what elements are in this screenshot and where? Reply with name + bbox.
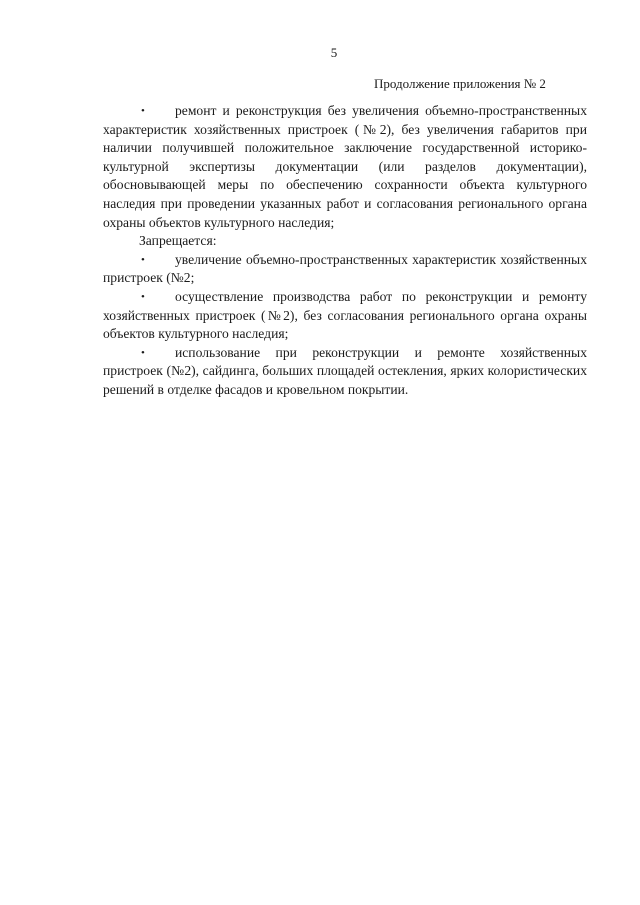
appendix-continuation-header: Продолжение приложения № 2 — [374, 76, 546, 91]
list-item-text: увеличение объемно-пространственных характеристик хозяйственных пристроек (№2; — [103, 251, 587, 286]
list-item — [103, 251, 587, 288]
bullet-icon: • — [141, 346, 145, 359]
list-item-text: осуществление производства работ по реконструкции и ремонту хозяйственных пристроек (№2), без согласования регионального органа охраны объектов культурного наследия; — [103, 288, 587, 342]
list-item-text: ремонт и реконструкция без увеличения объемно-пространственных характеристик хозяйственных пристроек (№2), без увеличения габаритов при наличии получившей положительное заключение государственной историко-культурной экспертизы документации (или разделов документации), обосновывающей меры по обеспечению сохранности объекта культурного наследия при проведении указанных работ и согласования регионального органа охраны объектов культурного наследия; — [103, 103, 587, 230]
list-item — [103, 344, 587, 400]
bullet-icon: • — [141, 105, 145, 117]
list-item-text: использование при реконструкции и ремонте хозяйственных пристроек (№2), сайдинга, больших площадей остекления, ярких колористических решений в отделке фасадов и кровельном покрытии. — [103, 344, 587, 397]
document-body — [103, 102, 587, 400]
list-item — [103, 102, 587, 232]
list-item — [103, 288, 587, 344]
prohibited-heading: Запрещается: — [139, 233, 217, 249]
bullet-icon: • — [141, 290, 145, 303]
page-number: 5 — [330, 45, 338, 60]
bullet-icon: • — [141, 253, 145, 266]
